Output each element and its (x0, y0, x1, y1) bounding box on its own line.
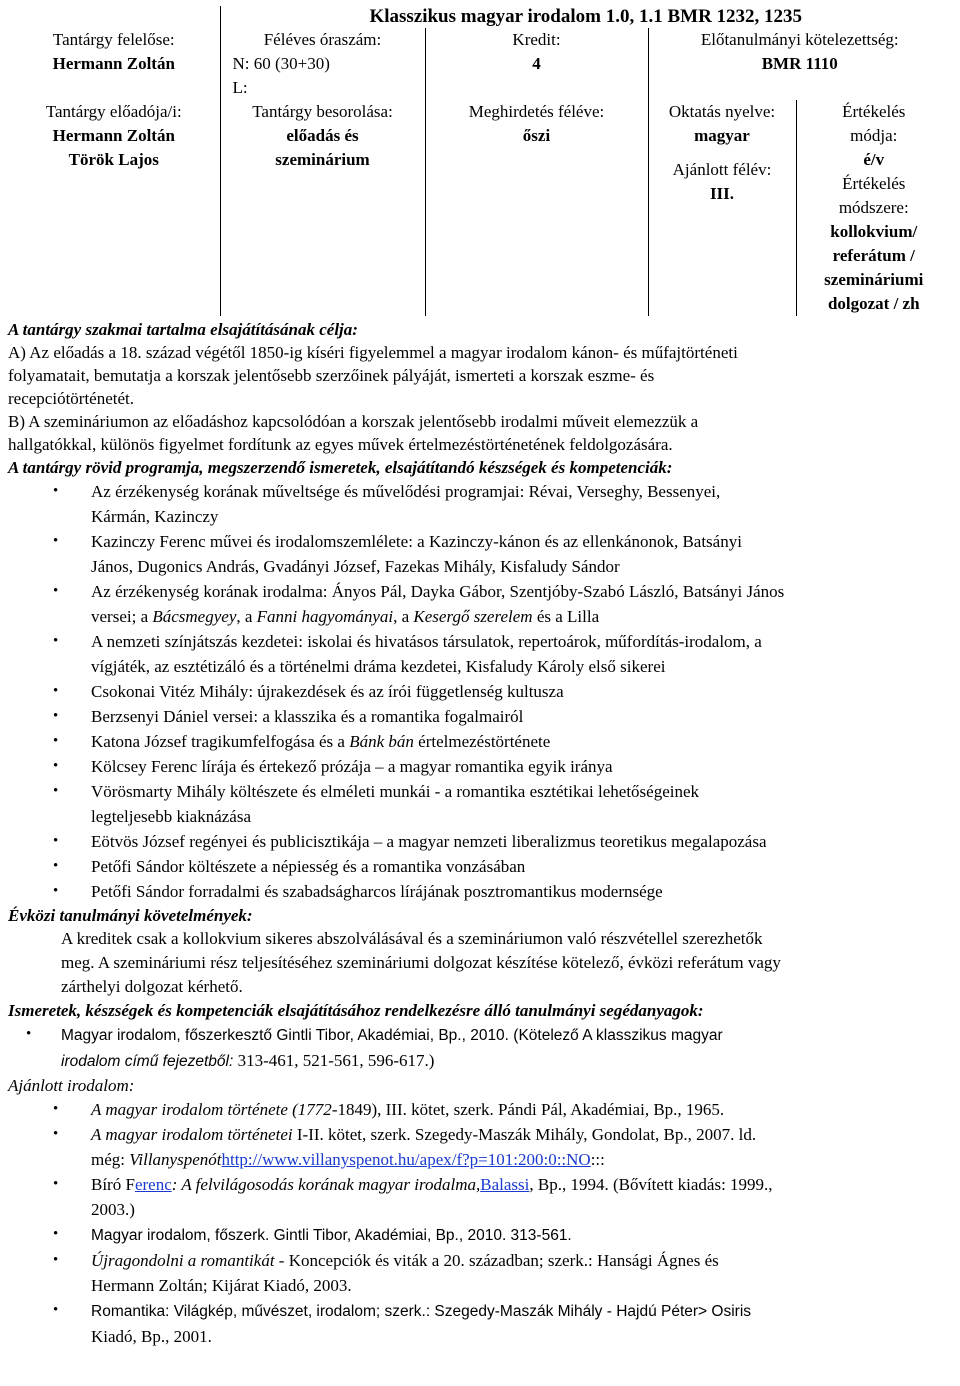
eval-method-value: dolgozat / zh (827, 294, 920, 313)
bullet-icon: • (53, 1101, 59, 1117)
eval-method-value: szemináriumi (824, 270, 924, 289)
bullet-icon: • (53, 1226, 59, 1242)
list-item: • Petőfi Sándor költészete a népiesség és a romantika vonzásában (8, 854, 951, 879)
goal-line: folyamatait, bemutatja a korszak jelentősebb szerzőinek pályáját, ismerteti a korszak eszme- és (8, 366, 655, 385)
eval-mode-label: módja: (850, 126, 898, 145)
eval-method-label: Értékelés (842, 174, 906, 193)
responsible-name: Hermann Zoltán (52, 54, 175, 73)
bullet-icon: • (53, 1302, 59, 1318)
eval-mode-label: Értékelés (842, 102, 906, 121)
eval-method-value: kollokvium/ (830, 222, 918, 241)
lecturer-name: Hermann Zoltán (52, 126, 175, 145)
list-item: • Magyar irodalom, főszerkesztő Gintli Tibor, Akadémiai, Bp., 2010. (Kötelező A klasszikus magyar irodalom című fejezetből: 313-461, 521-561, 596-617.) (8, 1022, 951, 1074)
responsible-cell (8, 28, 220, 100)
bullet-icon: • (53, 1176, 59, 1192)
hours-value: N: 60 (30+30) (232, 54, 330, 73)
recommended-semester-value: III. (709, 184, 735, 203)
bullet-icon: • (53, 1252, 59, 1268)
lecturer-name: Török Lajos (68, 150, 159, 169)
recommended-list (8, 1097, 951, 1349)
prereq-label: Előtanulmányi kötelezettség: (700, 30, 899, 49)
list-item: • A magyar irodalom történetei I-II. kötet, szerk. Szegedy-Maszák Mihály, Gondolat, Bp., 2007. ld. még: Villanyspenóthttp://www.villanyspenot.hu/apex/f?p=101:200:0::NO::: (8, 1122, 951, 1172)
bullet-icon: • (53, 708, 59, 724)
bullet-icon: • (53, 1126, 59, 1142)
bullet-icon: • (53, 683, 59, 699)
tools-heading: Ismeretek, készségek és kompetenciák elsajátításához rendelkezésre álló tanulmányi segédanyagok: (8, 1001, 704, 1020)
list-item: • Csokonai Vitéz Mihály: újrakezdések és az írói függetlenség kultusza (8, 679, 951, 704)
eval-method-value: referátum / (832, 246, 915, 265)
lecturers-cell (8, 100, 220, 316)
eval-mode-value: é/v (863, 150, 885, 169)
classification-value: előadás és (286, 126, 359, 145)
bullet-icon: • (53, 733, 59, 749)
language-value: magyar (694, 126, 750, 145)
recommended-heading: Ajánlott irodalom: (8, 1076, 135, 1095)
author-link[interactable]: erenc (134, 1175, 172, 1194)
list-item: • Vörösmarty Mihály költészete és elméleti munkái - a romantika esztétikai lehetőségeinek legteljesebb kiaknázása (8, 779, 951, 829)
bullet-icon: • (53, 758, 59, 774)
bullet-icon: • (53, 858, 59, 874)
prereq-value: BMR 1110 (761, 54, 838, 73)
bullet-icon: • (53, 583, 59, 599)
credit-label: Kredit: (512, 30, 561, 49)
language-label: Oktatás nyelve: (668, 102, 776, 121)
responsible-label: Tantárgy felelőse: (52, 30, 175, 49)
list-item: • Eötvös József regényei és publicisztikája – a magyar nemzeti liberalizmus teoretikus megalapozása (8, 829, 951, 854)
list-item: • Magyar irodalom, főszerk. Gintli Tibor, Akadémiai, Bp., 2010. 313-561. (8, 1222, 951, 1248)
list-item: • Újragondolni a romantikát - Koncepciók és viták a 20. században; szerk.: Hansági Ágnes és Hermann Zoltán; Kijárat Kiadó, 2003. (8, 1248, 951, 1298)
requirements-heading: Évközi tanulmányi követelmények: (8, 906, 253, 925)
goal-heading: A tantárgy szakmai tartalma elsajátításának célja: (8, 320, 358, 339)
bullet-icon: • (53, 833, 59, 849)
requirements-line: A kreditek csak a kollokvium sikeres abszolválásával és a szemináriumon való részvétellel szerezhetők (61, 929, 763, 948)
semester-label: Meghirdetés féléve: (468, 102, 605, 121)
requirements-line: meg. A szemináriumi rész teljesítéséhez szemináriumi dolgozat készítése kötelező, évközi referátum vagy (61, 953, 781, 972)
semester-value: őszi (522, 126, 551, 145)
credit-cell (425, 28, 648, 100)
bullet-icon: • (53, 883, 59, 899)
course-title: Klasszikus magyar irodalom 1.0, 1.1 BMR 1232, 1235 (220, 6, 951, 28)
evaluation-cell (796, 100, 951, 316)
list-item: • Berzsenyi Dániel versei: a klasszika és a romantika fogalmairól (8, 704, 951, 729)
eval-method-label: módszere: (838, 198, 909, 217)
list-item: • A nemzeti színjátszás kezdetei: iskolai és hivatásos társulatok, repertoárok, műfordítás-irodalom, a vígjáték, az esztétizáló és a történelmi dráma kezdetei, Kisfaludy Károly első sikerei (8, 629, 951, 679)
list-item: • Bíró Ferenc: A felvilágosodás korának magyar irodalma,Balassi, Bp., 1994. (Bővített kiadás: 1999., 2003.) (8, 1172, 951, 1222)
classification-label: Tantárgy besorolása: (252, 102, 393, 121)
program-heading: A tantárgy rövid programja, megszerzendő ismeretek, elsajátítandó készségek és kompetenciák: (8, 458, 673, 477)
goal-line: B) A szemináriumon az előadáshoz kapcsolódóan a korszak jelentősebb irodalmi műveit elemezzük a (8, 412, 699, 431)
list-item: • Az érzékenység korának irodalma: Ányos Pál, Dayka Gábor, Szentjóby-Szabó László, Batsányi János versei; a Bácsmegyey, a Fanni hagyományai, a Kesergő szerelem és a Lilla (8, 579, 951, 629)
classification-value: szeminárium (275, 150, 370, 169)
program-list (8, 479, 951, 904)
goal-line: recepciótörténetét. (8, 389, 135, 408)
prereq-cell (648, 28, 951, 100)
semester-cell (425, 100, 648, 316)
credit-value: 4 (532, 54, 541, 73)
list-item: • Romantika: Világkép, művészet, irodalom; szerk.: Szegedy-Maszák Mihály - Hajdú Péter> Osiris Kiadó, Bp., 2001. (8, 1298, 951, 1349)
syllabus-sheet (8, 6, 951, 1349)
villanyspenot-link[interactable]: http://www.villanyspenot.hu/apex/f?p=101:200:0::NO (221, 1150, 591, 1169)
recommended-semester-label: Ajánlott félév: (672, 160, 772, 179)
goal-line: A) Az előadás a 18. század végétől 1850-ig kíséri figyelemmel a magyar irodalom kánon- és műfajtörténeti (8, 343, 738, 362)
goal-line: hallgatókkal, különös figyelmet fordítunk az egyes művek értelmezéstörténetének feldolgozására. (8, 435, 673, 454)
goal-text (8, 341, 951, 456)
language-cell (648, 100, 796, 316)
lecturers-label: Tantárgy előadója/i: (45, 102, 182, 121)
tools-list (8, 1022, 951, 1074)
bullet-icon: • (53, 633, 59, 649)
bullet-icon: • (53, 783, 59, 799)
list-item: • Kazinczy Ferenc művei és irodalomszemlélete: a Kazinczy-kánon és az ellenkánonok, Batsányi János, Dugonics András, Gvadányi József, Fazekas Mihály, Kisfaludy Sándor (8, 529, 951, 579)
bullet-icon: • (26, 1026, 32, 1042)
bullet-icon: • (53, 483, 59, 499)
classification-cell (220, 100, 425, 316)
list-item: • Katona József tragikumfelfogása és a Bánk bán értelmezéstörténete (8, 729, 951, 754)
hours-l: L: (232, 78, 248, 97)
requirements-line: zárthelyi dolgozat kérhető. (61, 977, 243, 996)
hours-label: Féléves óraszám: (263, 30, 382, 49)
list-item: • Kölcsey Ferenc lírája és értekező prózája – a magyar romantika egyik iránya (8, 754, 951, 779)
list-item: • Petőfi Sándor forradalmi és szabadságharcos lírájának posztromantikus modernsége (8, 879, 951, 904)
list-item: • A magyar irodalom története (1772-1849), III. kötet, szerk. Pándi Pál, Akadémiai, Bp., 1965. (8, 1097, 951, 1122)
hours-cell (220, 28, 425, 100)
publisher-link[interactable]: Balassi (480, 1175, 530, 1194)
bullet-icon: • (53, 533, 59, 549)
list-item: • Az érzékenység korának műveltsége és művelődési programjai: Révai, Verseghy, Bessenyei, Kármán, Kazinczy (8, 479, 951, 529)
requirements-text (8, 927, 951, 999)
course-header-table (8, 6, 951, 316)
